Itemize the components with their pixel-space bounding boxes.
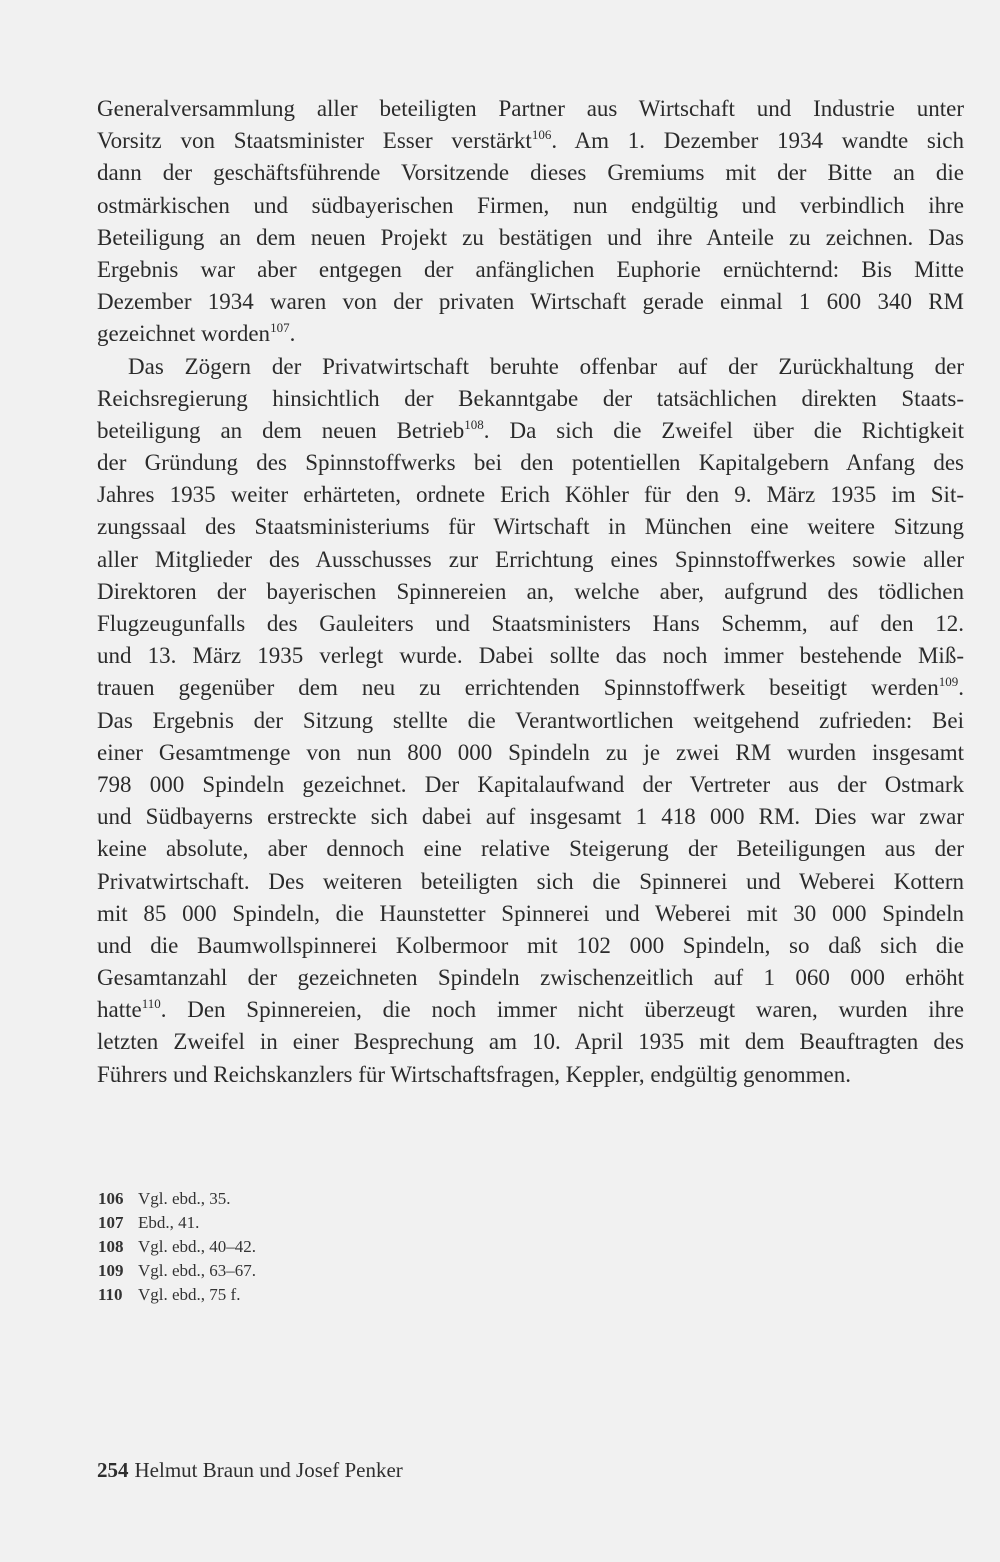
footnote-number: 108 (98, 1237, 124, 1256)
text-line (97, 254, 964, 286)
text-line (97, 383, 964, 415)
text-line-content: 798 000 Spindeln gezeichnet. Der Kapitalaufwand der Vertreter aus der Ostmark (97, 771, 964, 797)
text-line-content: Ergebnis war aber entgegen der anfänglichen Euphorie ernüchternd: Bis Mitte (97, 256, 964, 282)
text-line-content: letzten Zweifel in einer Besprechung am 10. April 1935 mit dem Beauftragten des (97, 1029, 964, 1055)
footnote (98, 1283, 598, 1307)
text-line (97, 640, 964, 672)
text-line (97, 447, 964, 479)
footnote-reference: 107 (270, 320, 290, 336)
page-number: 254 (97, 1458, 129, 1482)
body-text (97, 93, 964, 1091)
text-line (97, 1059, 964, 1091)
text-line-content: und Südbayerns erstreckte sich dabei auf insgesamt 1 418 000 RM. Dies war zwar (97, 804, 964, 830)
text-line-content: trauen gegenüber dem neu zu errichtenden Spinnstoffwerk beseitigt werden (97, 675, 939, 701)
text-line-content: mit 85 000 Spindeln, die Haunstetter Spinnerei und Weberei mit 30 000 Spindeln (97, 900, 964, 926)
footnote-text: Vgl. ebd., 40–42. (138, 1237, 257, 1256)
text-line (97, 544, 964, 576)
footnote (98, 1187, 598, 1211)
text-line (97, 705, 964, 737)
text-line-content: Flugzeugunfalls des Gauleiters und Staatsministers Hans Schemm, auf den 12. (97, 611, 964, 636)
text-line-content: Das Ergebnis der Sitzung stellte die Verantwortlichen weitgehend zufrieden: Bei (97, 707, 964, 733)
text-line (97, 415, 964, 447)
footnote-text: Vgl. ebd., 75 f. (138, 1285, 241, 1304)
text-line-content: hatte (97, 997, 142, 1023)
text-line-content: und 13. März 1935 verlegt wurde. Dabei sollte das noch immer bestehende Miß- (97, 643, 964, 669)
footnote-number: 109 (98, 1261, 124, 1280)
text-line-content: Dezember 1934 waren von der privaten Wirtschaft gerade einmal 1 600 340 RM (97, 289, 964, 315)
text-line-content: keine absolute, aber dennoch eine relative Steigerung der Beteiligungen aus der (97, 836, 964, 862)
text-line (97, 994, 964, 1026)
text-line-content: ostmärkischen und südbayerischen Firmen, nun endgültig und verbindlich ihre (97, 192, 964, 218)
footnote (98, 1235, 598, 1259)
footnote-text: Vgl. ebd., 63–67. (138, 1261, 257, 1280)
text-line (97, 576, 964, 608)
text-line (97, 962, 964, 994)
text-line (97, 769, 964, 801)
text-line-content: Vorsitz von Staatsminister Esser verstärkt (97, 128, 532, 154)
text-line-content: dann der geschäftsführende Vorsitzende dieses Gremiums mit der Bitte an die (97, 160, 964, 186)
text-line-continuation: . (289, 321, 296, 347)
running-head: Helmut Braun und Josef Penker (134, 1458, 403, 1482)
text-line-content: Direktoren der bayerischen Spinnereien an, welche aber, aufgrund des tödlichen (97, 578, 964, 604)
text-line (97, 672, 964, 704)
text-line-content: zungssaal des Staatsministeriums für Wirtschaft in München eine weitere Sitzung (97, 514, 964, 540)
text-line (97, 222, 964, 254)
text-line-content: Privatwirtschaft. Des weiteren beteiligten sich die Spinnerei und Weberei Kottern (97, 868, 964, 894)
text-line-content: einer Gesamtmenge von nun 800 000 Spindeln zu je zwei RM wurden insgesamt (97, 739, 964, 765)
text-line (97, 866, 964, 898)
text-line (97, 801, 964, 833)
text-line-content: und die Baumwollspinnerei Kolbermoor mit 102 000 Spindeln, so daß sich die (97, 932, 964, 958)
footnote (98, 1259, 598, 1283)
text-line (97, 318, 964, 350)
footnote-reference: 110 (141, 996, 161, 1012)
footnote-reference: 108 (464, 416, 484, 432)
text-line-content: Jahres 1935 weiter erhärteten, ordnete Erich Köhler für den 9. März 1935 im Sit- (97, 482, 964, 508)
text-line (97, 930, 964, 962)
footnotes (98, 1187, 598, 1307)
text-line-content: Reichsregierung hinsichtlich der Bekanntgabe der tatsächlichen direkten Staats- (97, 385, 964, 411)
text-line-content: gezeichnet worden (97, 321, 271, 347)
text-line (97, 93, 964, 125)
text-line-content: beteiligung an dem neuen Betrieb (97, 417, 465, 443)
text-line (97, 737, 964, 769)
text-line (97, 190, 964, 222)
text-line-continuation: . Den Spinnereien, die noch immer nicht überzeugt waren, wurden ihre (160, 997, 964, 1023)
text-line-continuation: . Am 1. Dezember 1934 wandte sich (551, 128, 964, 154)
text-line-content: Gesamtanzahl der gezeichneten Spindeln zwischenzeitlich auf 1 060 000 erhöht (97, 965, 964, 991)
text-line (97, 1026, 964, 1058)
footnote-reference: 106 (531, 127, 552, 143)
text-line (97, 157, 964, 189)
footnote (98, 1211, 598, 1235)
text-line (97, 511, 964, 543)
text-line-continuation: . Da sich die Zweifel über die Richtigkeit (483, 417, 964, 443)
text-line (97, 125, 964, 157)
text-line-content: der Gründung des Spinnstoffwerks bei den potentiellen Kapitalgebern Anfang des (97, 450, 964, 476)
footnote-number: 106 (98, 1189, 124, 1208)
text-line-content: Das Zögern der Privatwirtschaft beruhte offenbar auf der Zurückhaltung der (128, 353, 964, 379)
footnote-number: 110 (98, 1285, 123, 1304)
text-line-continuation: . (958, 675, 964, 701)
text-line-content: Beteiligung an dem neuen Projekt zu bestätigen und ihre Anteile zu zeichnen. Das (97, 224, 964, 250)
text-line-content: Führers und Reichskanzlers für Wirtschaftsfragen, Keppler, endgültig genommen. (97, 1061, 851, 1087)
footnote-number: 107 (98, 1213, 124, 1232)
footnote-text: Vgl. ebd., 35. (138, 1189, 231, 1208)
page-footer (97, 1458, 403, 1483)
text-line (97, 898, 964, 930)
footnote-text: Ebd., 41. (138, 1213, 200, 1232)
text-line (97, 833, 964, 865)
footnote-reference: 109 (938, 674, 959, 690)
text-line (97, 286, 964, 318)
text-line (97, 608, 964, 640)
text-line (97, 351, 964, 383)
text-line (97, 479, 964, 511)
text-line-content: aller Mitglieder des Ausschusses zur Errichtung eines Spinnstoffwerkes sowie aller (97, 546, 964, 572)
text-line-content: Generalversammlung aller beteiligten Partner aus Wirtschaft und Industrie unter (97, 96, 964, 121)
